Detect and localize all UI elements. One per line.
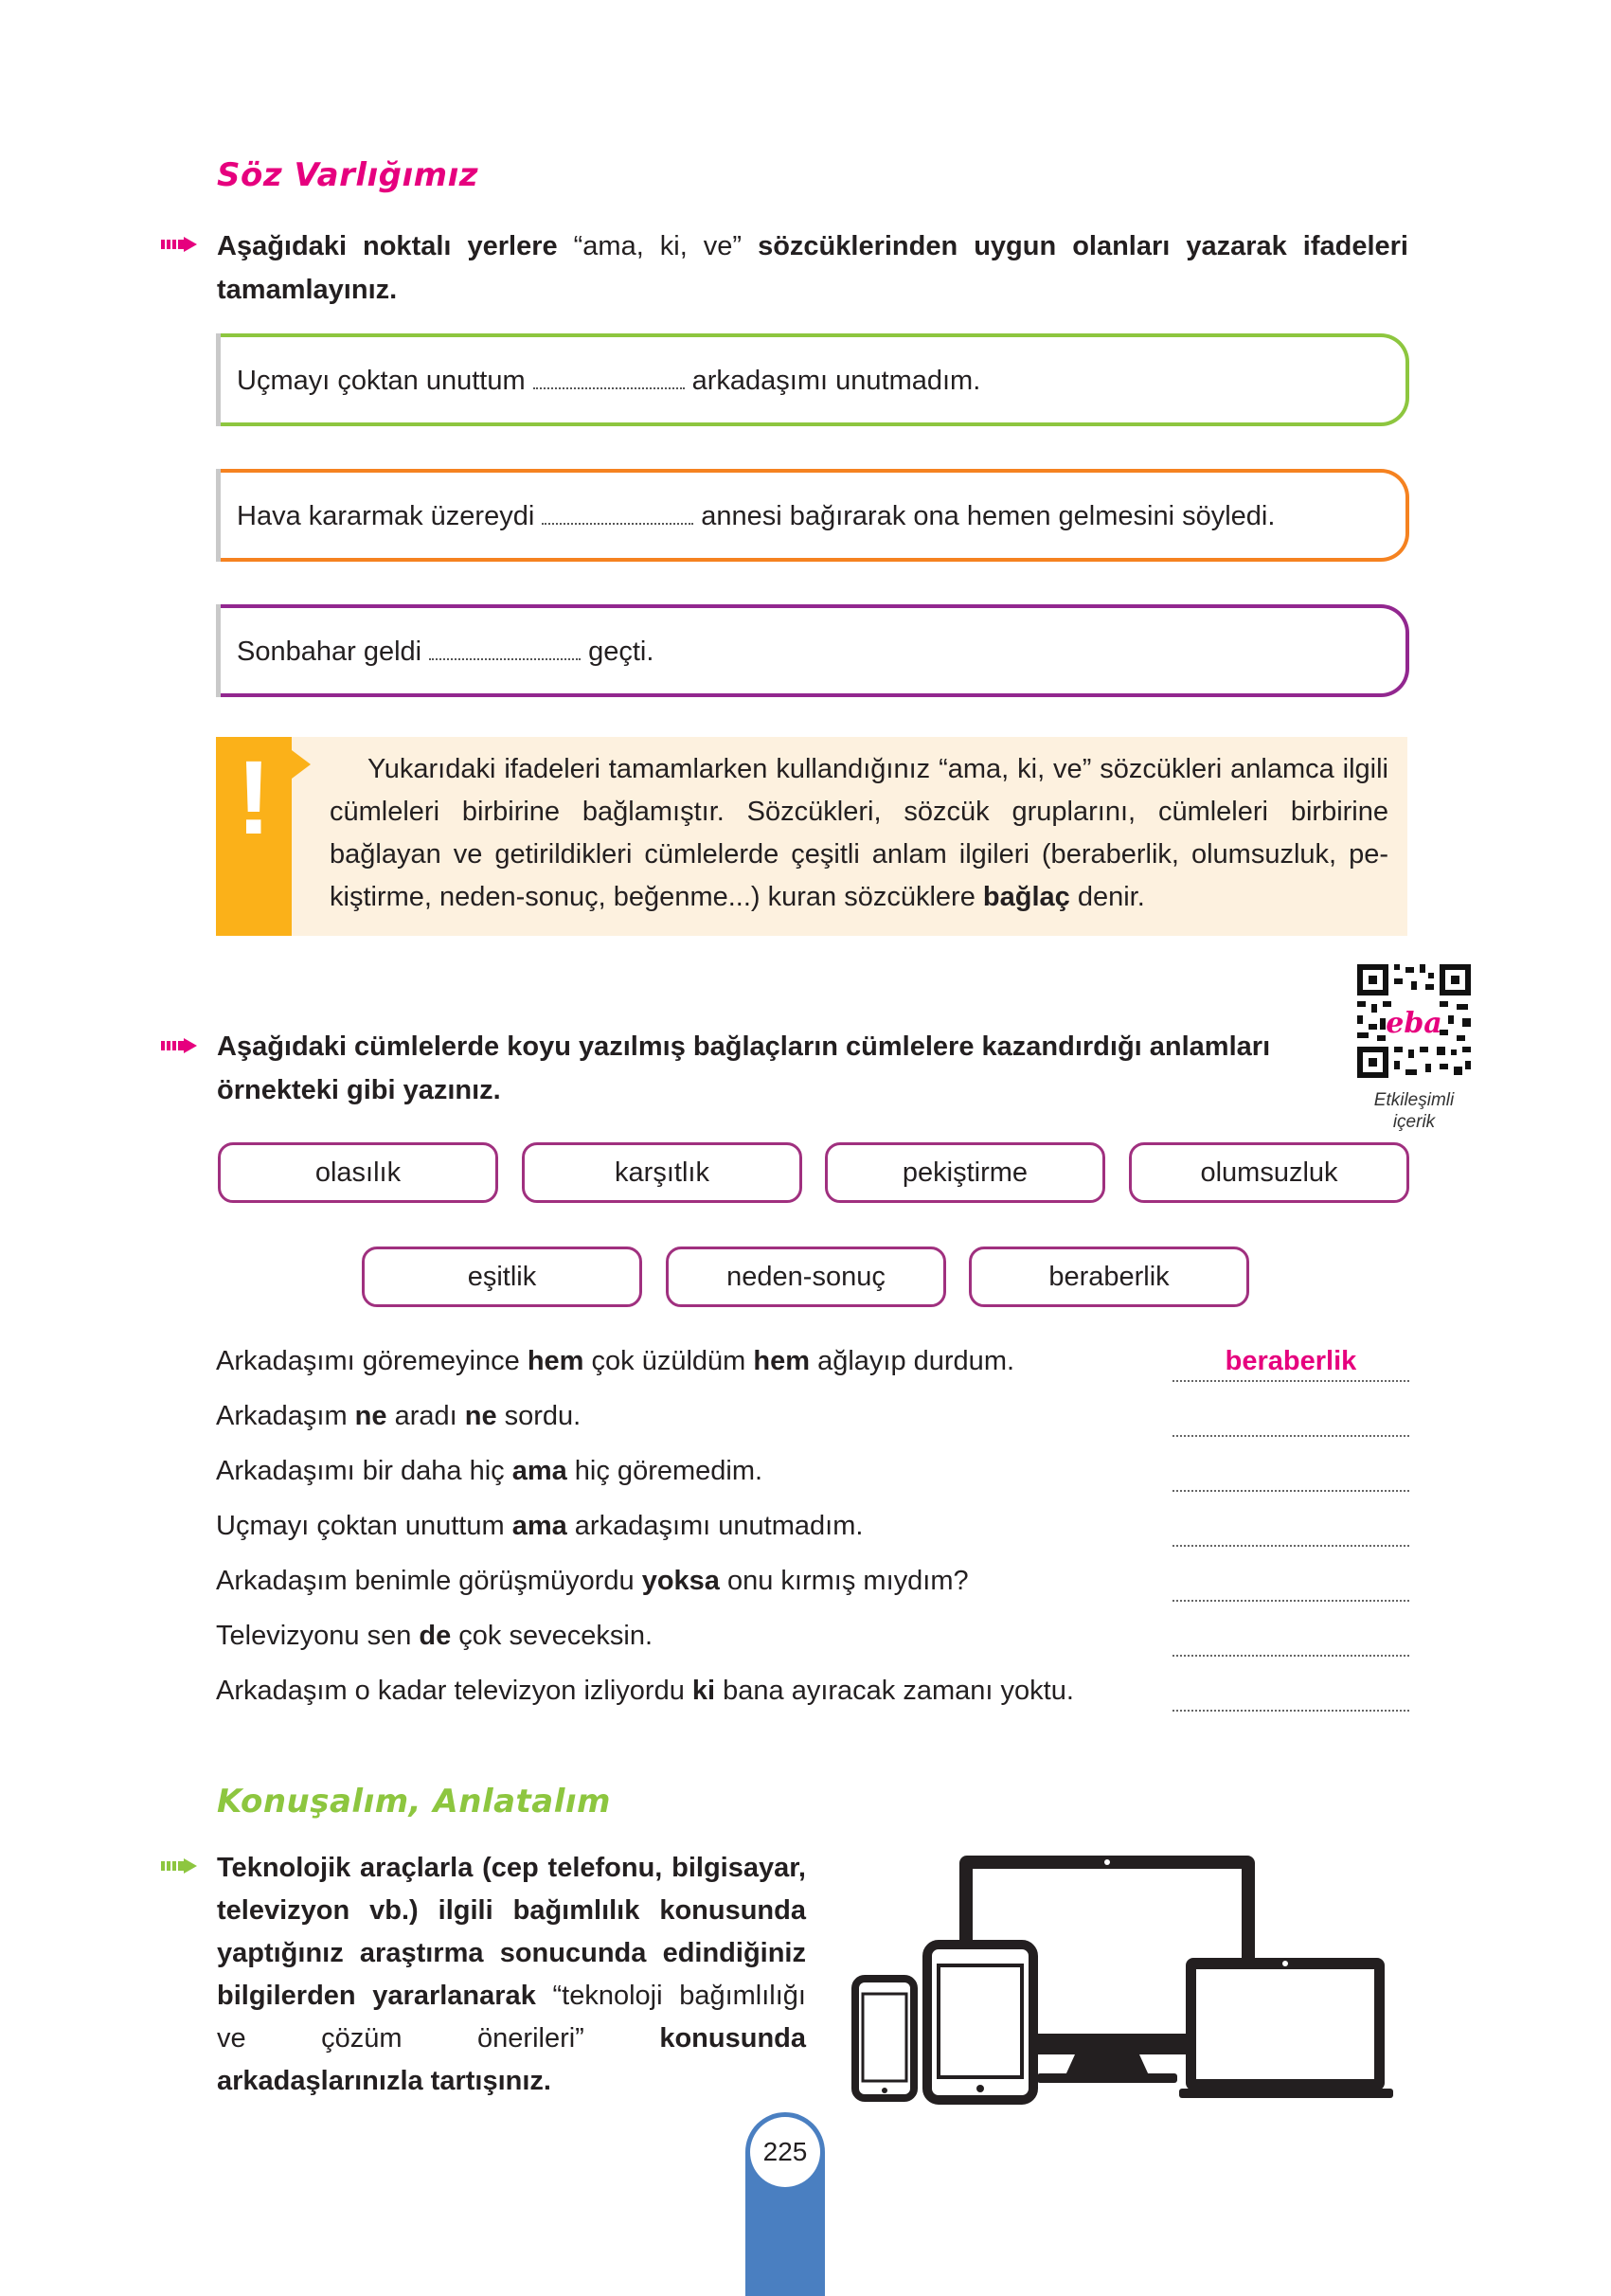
answer-field[interactable] xyxy=(1172,1401,1409,1437)
phone-icon xyxy=(855,1979,914,2098)
tablet-icon xyxy=(927,1945,1033,2100)
blank-field[interactable] xyxy=(533,386,685,389)
svg-text:eba: eba xyxy=(1386,1007,1442,1040)
instruction-2: Aşağıdaki cümlelerde koyu yazılmış bağlaçların cümlelere kazandırdığı anlamları örnekteki gibi yazınız. xyxy=(217,1031,1271,1105)
answer-field[interactable] xyxy=(1172,1456,1409,1492)
answer-field[interactable]: beraberlik xyxy=(1172,1346,1409,1382)
exercise-row: Televizyonu sen de çok seveceksin. xyxy=(216,1621,1409,1659)
note-text: Yukarıdaki ifadeleri tamamlarken kullandığınız “ama, ki, ve” sözcükleri anlamca ilgili cümleleri birbirine bağlamıştır. Sözcükleri, sözcük gruplarını, cümleleri birbirine bağlayan ve getirildikleri cümlelerde çeşitli anlam ilgileri (beraberlik, olumsuzluk, pe-kiştirme, neden-sonuç, beğenme...) kuran sözcüklere bağlaç denir. xyxy=(330,754,1388,912)
option-esitlik[interactable]: eşitlik xyxy=(362,1247,642,1307)
option-neden-sonuc[interactable]: neden-sonuç xyxy=(666,1247,946,1307)
answer-field[interactable] xyxy=(1172,1621,1409,1657)
exercise-row: Arkadaşım ne aradı ne sordu. xyxy=(216,1401,1409,1439)
answer-field[interactable] xyxy=(1172,1676,1409,1712)
exercise-row: Arkadaşım benimle görüşmüyordu yoksa onu kırmış mıydım? xyxy=(216,1566,1409,1604)
answer-field[interactable] xyxy=(1172,1566,1409,1602)
arrow-icon xyxy=(161,1858,197,1874)
section-title-soz-varligimiz: Söz Varlığımız xyxy=(217,156,479,194)
exercise-row: Arkadaşımı göremeyince hem çok üzüldüm hem ağlayıp durdum. beraberlik xyxy=(216,1346,1409,1384)
exercise-row: Arkadaşım o kadar televizyon izliyordu ki bana ayıracak zamanı yoktu. xyxy=(216,1676,1409,1713)
arrow-icon xyxy=(161,1038,197,1053)
qr-label: Etkileşimli içerik xyxy=(1373,1090,1455,1132)
qr-code-icon[interactable] xyxy=(1354,961,1474,1081)
section-title-konusalim: Konuşalım, Anlatalım xyxy=(217,1783,611,1821)
info-note xyxy=(216,737,1407,936)
page-number: 225 xyxy=(750,2117,820,2187)
arrow-icon xyxy=(161,237,197,252)
exercise-row: Arkadaşımı bir daha hiç ama hiç göremedim. xyxy=(216,1456,1409,1494)
laptop-icon xyxy=(1179,1958,1393,2098)
fill-sentence-2: Hava kararmak üzereydi annesi bağırarak ona hemen gelmesini söyledi. xyxy=(216,469,1409,562)
instruction-1: Aşağıdaki noktalı yerlere “ama, ki, ve” sözcüklerinden uygun olanları yazarak ifadeleri tamamlayınız. xyxy=(217,231,1408,305)
fill-sentence-1: Uçmayı çoktan unuttum arkadaşımı unutmadım. xyxy=(216,333,1409,426)
option-pekistirme[interactable]: pekiştirme xyxy=(825,1142,1105,1203)
option-olasilik[interactable]: olasılık xyxy=(218,1142,498,1203)
answer-field[interactable] xyxy=(1172,1511,1409,1547)
fill-sentence-3: Sonbahar geldi geçti. xyxy=(216,604,1409,697)
blank-field[interactable] xyxy=(429,657,581,660)
option-karsitlik[interactable]: karşıtlık xyxy=(522,1142,802,1203)
exercise-row: Uçmayı çoktan unuttum ama arkadaşımı unutmadım. xyxy=(216,1511,1409,1549)
blank-field[interactable] xyxy=(542,522,693,525)
option-olumsuzluk[interactable]: olumsuzluk xyxy=(1129,1142,1409,1203)
discussion-text: Teknolojik araçlarla (cep telefonu, bilgisayar, televizyon vb.) ilgili bağımlılık konusunda yaptığınız araştırma sonucunda edindiğiniz bilgilerden yararlanarak “teknoloji bağımlılığı ve çözüm önerileri” konusunda arkadaşlarınızla tartışınız. xyxy=(217,1853,806,2096)
devices-illustration xyxy=(848,1852,1397,2108)
option-beraberlik[interactable]: beraberlik xyxy=(969,1247,1249,1307)
exclamation-icon: ! xyxy=(236,740,272,856)
